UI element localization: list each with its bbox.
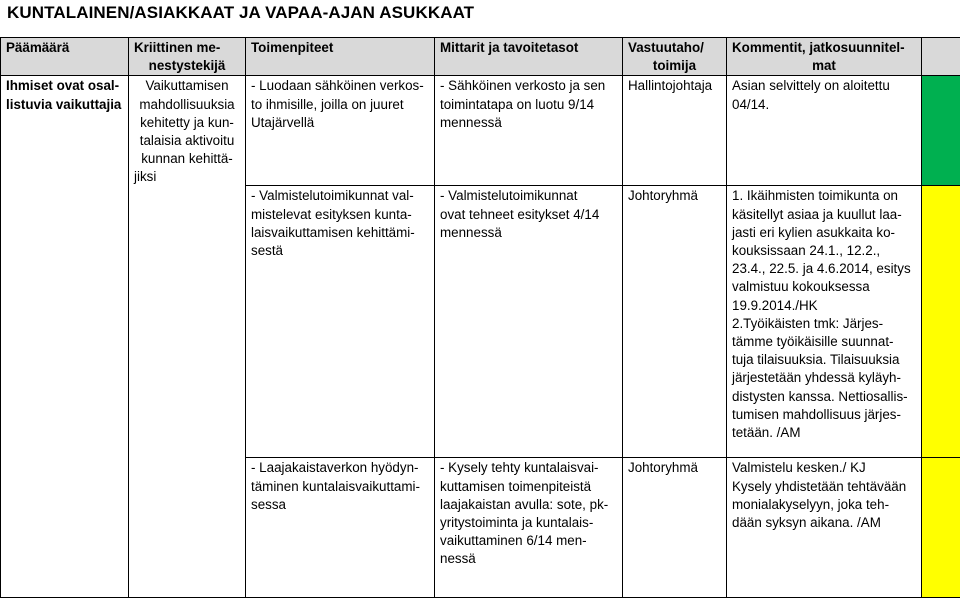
vastuutaho-cell: Johtoryhmä — [623, 458, 727, 598]
header-kommentit: Kommentit, jatkosuunnitel- mat — [727, 38, 922, 76]
header-status — [922, 38, 960, 76]
action-plan-table — [0, 37, 960, 598]
toimenpide-cell: - Laajakaistaverkon hyödyn- täminen kuntalaisvaikuttami- sessa — [246, 458, 435, 598]
vastuutaho-cell: Hallintojohtaja — [623, 76, 727, 186]
toimenpide-cell: - Luodaan sähköinen verkos- to ihmisille, joilla on juuret Utajärvellä — [246, 76, 435, 186]
header-vastuutaho: Vastuutaho/ toimija — [623, 38, 727, 76]
mittari-cell: - Valmistelutoimikunnat ovat tehneet esitykset 4/14 mennessä — [435, 186, 623, 458]
vastuutaho-cell: Johtoryhmä — [623, 186, 727, 458]
toimenpide-cell: - Valmistelutoimikunnat val- mistelevat esityksen kunta- laisvaikuttamisen kehittämi- sestä — [246, 186, 435, 458]
goal-kriittinen-cell: Vaikuttamisen mahdollisuuksia kehitetty ja kun- talaisia aktivoitu kunnan kehittä- jiksi — [129, 76, 246, 598]
status-indicator-cell — [922, 458, 960, 598]
kommentti-cell: Asian selvittely on aloitettu 04/14. — [727, 76, 922, 186]
header-kriittinen-menestystekija: Kriittinen me- nestystekijä — [129, 38, 246, 76]
table-row — [1, 76, 960, 186]
status-indicator-cell — [922, 186, 960, 458]
header-paamaara: Päämäärä — [1, 38, 129, 76]
mittari-cell: - Sähköinen verkosto ja sen toimintatapa on luotu 9/14 mennessä — [435, 76, 623, 186]
goal-paamaara-cell: Ihmiset ovat osal- listuvia vaikuttajia — [1, 76, 129, 598]
status-indicator-cell — [922, 76, 960, 186]
kommentti-cell: Valmistelu kesken./ KJ Kysely yhdistetään tehtävään monialakyselyyn, joka teh- dään syksyn aikana. /AM — [727, 458, 922, 598]
page-title: KUNTALAINEN/ASIAKKAAT JA VAPAA-AJAN ASUKKAAT — [7, 3, 474, 23]
kommentti-cell: 1. Ikäihmisten toimikunta on käsitellyt asiaa ja kuullut laa- jasti eri kylien asukkaita ko- kouksissaan 24.1., 12.2., 23.4., 22.5. ja 4.6.2014, esitys valmistuu kokouksessa 19.9.2014./HK 2.Työikäisten tmk: Järjes- tämme työikäisille suunnat- tuja tilaisuuksia. Tilaisuuksia järjestetään yhdessä kyläyh- distysten kanssa. Nettiosallis- tumisen mahdollisuus järjes- tetään. /AM — [727, 186, 922, 458]
header-row — [1, 38, 960, 76]
mittari-cell: - Kysely tehty kuntalaisvai- kuttamisen toimenpiteistä laajakaistan avulla: sote, pk- yritystoiminta ja kuntalais- vaikuttaminen 6/14 men- nessä — [435, 458, 623, 598]
header-mittarit: Mittarit ja tavoitetasot — [435, 38, 623, 76]
header-toimenpiteet: Toimenpiteet — [246, 38, 435, 76]
